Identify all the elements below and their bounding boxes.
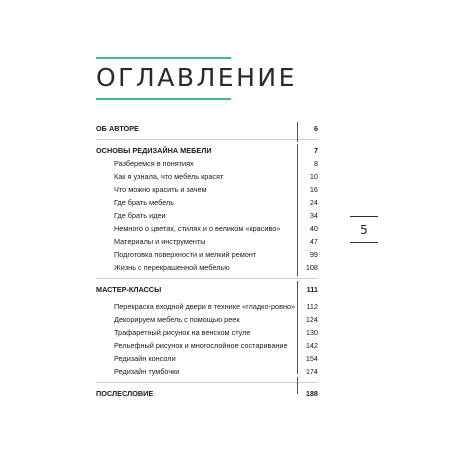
page-column-rule	[297, 377, 298, 394]
toc-section-afterword[interactable]	[96, 387, 318, 400]
title-bottom-rule	[96, 98, 231, 100]
toc-item-page: 40	[309, 224, 318, 233]
toc-item-label: Что можно красить и зачем	[114, 185, 207, 194]
toc-item-page: 8	[313, 159, 318, 168]
toc-item-page: 99	[309, 250, 318, 259]
toc-item[interactable]	[96, 209, 318, 222]
toc-item[interactable]	[96, 365, 318, 378]
toc-section-about-author[interactable]	[96, 122, 318, 135]
page-column-rule	[297, 281, 298, 374]
toc-item-page: 10	[309, 172, 318, 181]
toc-item[interactable]	[96, 352, 318, 365]
toc-section-label: ОБ АВТОРЕ	[96, 124, 139, 133]
toc-item[interactable]	[96, 183, 318, 196]
toc-item-label: Трафаретный рисунок на венском стуле	[114, 328, 251, 337]
toc-item-page: 154	[305, 354, 318, 363]
toc-item-label: Жизнь с перекрашенной мебелью	[114, 263, 230, 272]
page-number-bottom-rule	[350, 242, 378, 243]
toc-item-label: Редизайн консоли	[114, 354, 176, 363]
toc-item-page: 24	[309, 198, 318, 207]
toc-item[interactable]	[96, 157, 318, 170]
toc-item-page: 16	[309, 185, 318, 194]
toc-section-label: МАСТЕР-КЛАССЫ	[96, 285, 162, 294]
toc-item-page: 47	[309, 237, 318, 246]
toc-section-basics[interactable]	[96, 144, 318, 157]
toc-item-page: 130	[305, 328, 318, 337]
toc-item[interactable]	[96, 235, 318, 248]
toc-item[interactable]	[96, 248, 318, 261]
toc-item-label: Рельефный рисунок и многослойное состаривание	[114, 341, 288, 350]
page-number-top-rule	[350, 216, 378, 217]
toc-section-page: 6	[313, 124, 318, 133]
toc-item[interactable]	[96, 261, 318, 274]
toc-item-label: Немного о цветах, стилях и о великом «красиво»	[114, 224, 281, 233]
toc-section-page: 111	[306, 285, 318, 294]
toc-section-label: ПОСЛЕСЛОВИЕ	[96, 389, 154, 398]
toc-item-page: 174	[305, 367, 318, 376]
toc-item-label: Разберемся в понятиях	[114, 159, 194, 168]
page-column-rule	[297, 144, 298, 276]
title-top-rule	[96, 57, 231, 59]
toc-section-label: ОСНОВЫ РЕДИЗАЙНА МЕБЕЛИ	[96, 146, 212, 155]
page-title: ОГЛАВЛЕНИЕ	[96, 63, 297, 92]
toc-item-label: Декорируем мебель с помощью реек	[114, 315, 240, 324]
toc-item-page: 124	[305, 315, 318, 324]
toc-item-page: 142	[305, 341, 318, 350]
toc-item[interactable]	[96, 222, 318, 235]
toc-item-label: Материалы и инструменты	[114, 237, 206, 246]
toc-item[interactable]	[96, 326, 318, 339]
toc-item[interactable]	[96, 196, 318, 209]
toc-item[interactable]	[96, 313, 318, 326]
toc-section-page: 7	[313, 146, 318, 155]
toc-item-label: Подготовка поверхности и мелкий ремонт	[114, 250, 257, 259]
toc-item-label: Где брать идеи	[114, 211, 166, 220]
toc-item-label: Где брать мебель	[114, 198, 175, 207]
toc-item-page: 108	[305, 263, 318, 272]
toc-item-label: Перекраска входной двери в технике «гладко-ровно»	[114, 302, 296, 311]
toc-item-label: Как я узнала, что мебель красят	[114, 172, 224, 181]
toc-section-master-classes[interactable]	[96, 283, 318, 296]
toc-item-page: 112	[306, 302, 318, 311]
table-of-contents	[96, 122, 318, 400]
toc-section-page: 188	[305, 389, 318, 398]
toc-item-label: Редизайн тумбочки	[114, 367, 180, 376]
toc-item[interactable]	[96, 170, 318, 183]
toc-item[interactable]	[96, 339, 318, 352]
toc-item[interactable]	[96, 300, 318, 313]
page-column-rule	[297, 122, 298, 142]
toc-item-page: 34	[309, 211, 318, 220]
page-number: 5	[360, 223, 368, 237]
